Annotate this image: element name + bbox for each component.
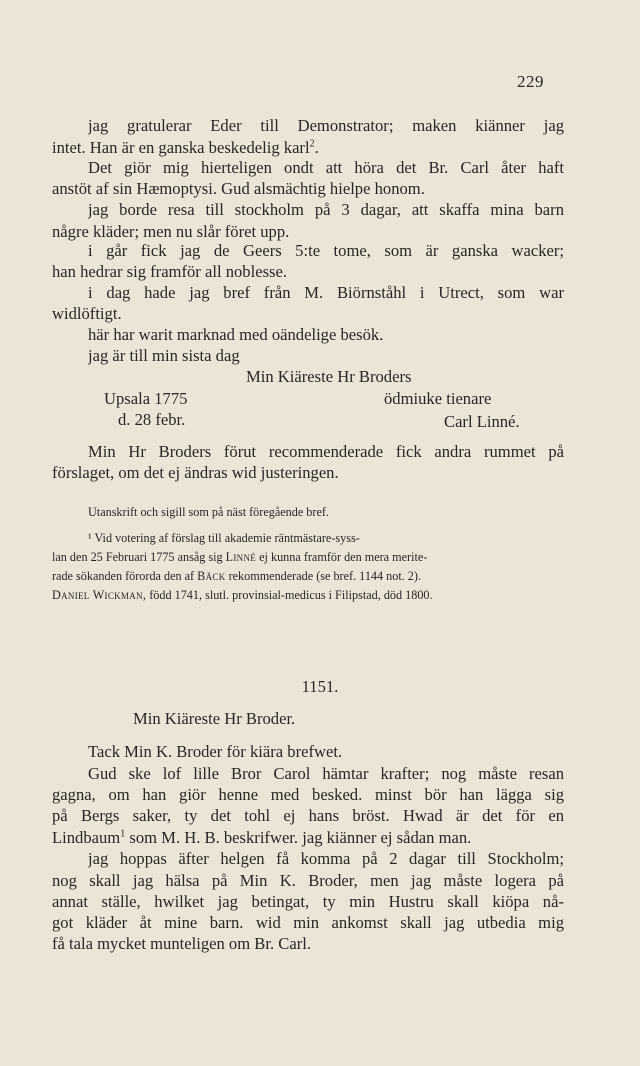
letter-number: 1151. <box>301 677 339 696</box>
signature-date: d. 28 febr. <box>118 410 186 429</box>
text-line: annat ställe, hwilket jag betingat, ty min Hustru skall kiöpa nå- <box>52 892 564 911</box>
text-line: jag gratulerar Eder till Demonstrator; maken kiänner jag <box>88 116 564 135</box>
footnote-line: Daniel Wickman, född 1741, slutl. provinsial-medicus i Filipstad, död 1800. <box>52 588 433 602</box>
text-line: Gud ske lof lille Bror Carol hämtar krafter; nog måste resan <box>88 764 564 783</box>
text-line: jag är till min sista dag <box>88 346 240 365</box>
text-line: gagna, om han giör henne med besked. minst bör han lägga sig <box>52 785 564 804</box>
text-line: nog skall jag hälsa på Min K. Broder, men jag måste logera på <box>52 871 564 890</box>
signature-place: Upsala 1775 <box>104 389 188 408</box>
address-note: Utanskrift och sigill som på näst föregående bref. <box>88 505 329 519</box>
text-line: Tack Min K. Broder för kiära brefwet. <box>88 742 343 761</box>
text-line: någre kläder; men nu slår föret upp. <box>52 222 290 241</box>
text-line: i går fick jag de Geers 5:te tome, som är ganska wacker; <box>88 241 564 260</box>
letter-greeting: Min Kiäreste Hr Broder. <box>133 709 296 728</box>
postscript-line: förslaget, om det ej ändras wid justeringen. <box>52 463 339 482</box>
signature-closing: ödmiuke tienare <box>384 389 492 408</box>
signature-name: Carl Linné. <box>444 412 520 431</box>
text-line: här har warit marknad med oändelige besök. <box>88 325 384 344</box>
text-line: han hedrar sig framför all noblesse. <box>52 262 287 281</box>
signature-salutation: Min Kiäreste Hr Broders <box>246 367 412 386</box>
text-line: Lindbaum$^1$ som M. H. B. beskrifwer. jag kiänner ej sådan man. <box>52 828 472 847</box>
text-line: widlöftigt. <box>52 304 122 323</box>
footnote-line: ¹ Vid votering af förslag till akademie räntmästare-syss- <box>88 531 360 545</box>
text-line: i dag hade jag bref från M. Biörnståhl i Utrect, som war <box>88 283 564 302</box>
postscript-line: Min Hr Broders förut recommenderade fick andra rummet på <box>88 442 564 461</box>
footnote-ref: 1 <box>120 828 126 840</box>
text-line: intet. Han är en ganska beskedelig karl$^2$. <box>52 138 319 157</box>
text-line: got kläder åt mine barn. wid min ankomst skall jag utbedia mig <box>52 913 564 932</box>
text-line: få tala mycket munteligen om Br. Carl. <box>52 934 311 953</box>
text-line: jag borde resa till stockholm på 3 dagar, att skaffa mina barn <box>88 200 564 219</box>
footnote-line: rade sökanden förorda den af Bäck rekommenderade (se bref. 1144 not. 2). <box>52 569 422 583</box>
footnote-ref: 2 <box>309 138 315 150</box>
footnote-line: lan den 25 Februari 1775 ansåg sig Linné ej kunna framför den mera merite- <box>52 550 428 564</box>
page-number: 229 <box>517 72 544 91</box>
text-line: Det giör mig hierteligen ondt att höra det Br. Carl åter haft <box>88 158 564 177</box>
text-line: anstöt af sin Hæmoptysi. Gud alsmächtig hielpe honom. <box>52 179 425 198</box>
text-line: jag hoppas äfter helgen få komma på 2 dagar till Stockholm; <box>88 849 564 868</box>
text-line: på Bergs saker, ty det tohl ej hans bröst. Hwad är det för en <box>52 806 564 825</box>
